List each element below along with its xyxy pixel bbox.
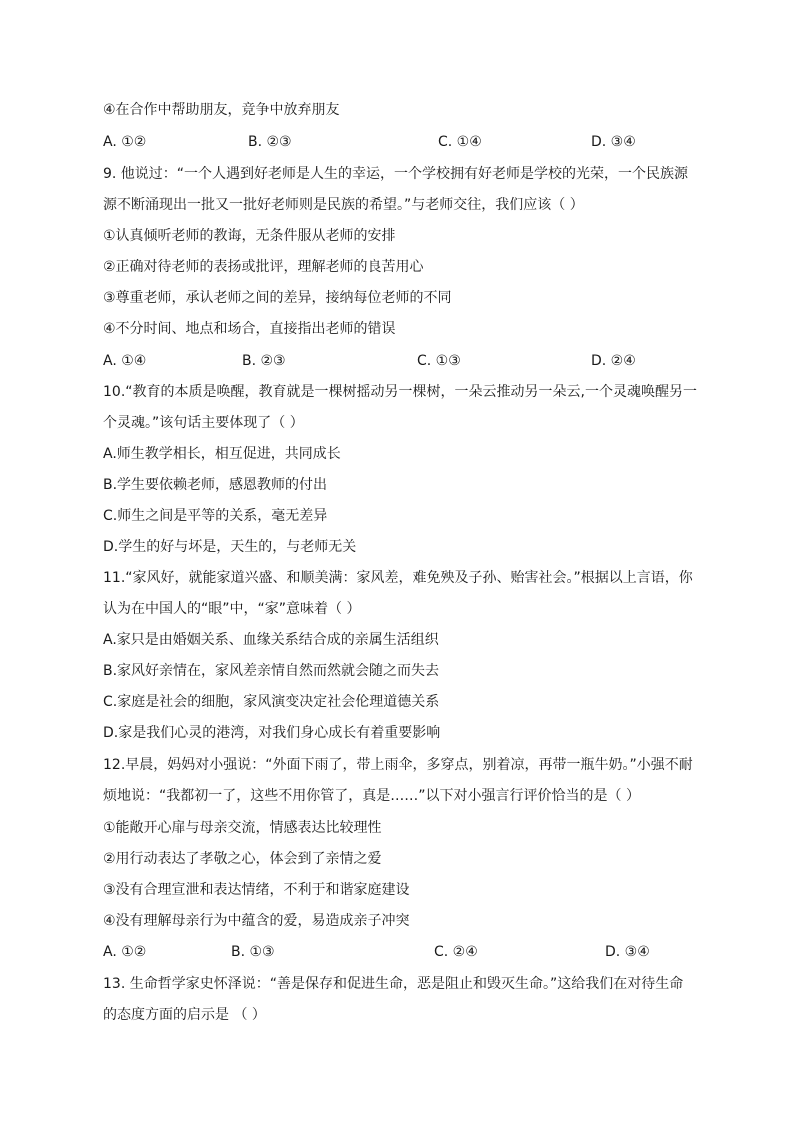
q11-option-a: A.家只是由婚姻关系、血缘关系结合成的亲属生活组织	[103, 632, 439, 648]
q11-option-c: C.家庭是社会的细胞，家风演变决定社会伦理道德关系	[103, 694, 440, 710]
q10-stem-line-2: 个灵魂。”该句话主要体现了（ ）	[103, 415, 304, 431]
q12-options	[103, 942, 663, 962]
q9-option-a: A. ①④	[103, 353, 147, 369]
q11-option-b: B.家风好亲情在，家风差亲情自然而然就会随之而失去	[103, 663, 440, 679]
q12-item-1: ①能敞开心扉与母亲交流，情感表达比较理性	[103, 820, 382, 836]
q9-item-3: ③尊重老师，承认老师之间的差异，接纳每位老师的不同	[103, 290, 452, 306]
q8-option-a: A. ①②	[103, 134, 147, 150]
q11-stem-line-2: 认为在中国人的“眼”中，“家”意味着（ ）	[103, 601, 361, 617]
q11-stem-line-1: 11.“家风好，就能家道兴盛、和顺美满：家风差，难免殃及子孙、贻害社会。”根据以上言语，你	[103, 570, 693, 586]
q9-option-c: C. ①③	[417, 353, 461, 369]
q13-stem-line-2: 的态度方面的启示是 （ ）	[103, 1007, 266, 1023]
q9-stem-line-1: 9. 他说过：“一个人遇到好老师是人生的幸运，一个学校拥有好老师是学校的光荣，一个民族源	[103, 166, 689, 182]
q12-option-c: C. ②④	[434, 944, 478, 960]
q10-option-a: A.师生教学相长，相互促进，共同成长	[103, 446, 341, 462]
q12-option-b: B. ①③	[231, 944, 275, 960]
q8-option-d: D. ③④	[591, 134, 636, 150]
q9-item-1: ①认真倾听老师的教诲，无条件服从老师的安排	[103, 228, 396, 244]
q10-option-c: C.师生之间是平等的关系，毫无差异	[103, 508, 328, 524]
q8-options	[103, 132, 663, 152]
q13-stem-line-1: 13. 生命哲学家史怀泽说：“善是保存和促进生命，恶是阻止和毁灭生命。”这给我们在对待生命	[103, 976, 684, 992]
q9-stem-line-2: 源不断涌现出一批又一批好老师则是民族的希望。”与老师交往，我们应该（ ）	[103, 197, 584, 213]
q12-option-d: D. ③④	[605, 944, 650, 960]
q12-stem-line-1: 12.早晨，妈妈对小强说：“外面下雨了，带上雨伞，多穿点，别着凉，再带一瓶牛奶。”小强不耐	[103, 757, 693, 773]
q9-item-2: ②正确对待老师的表扬或批评，理解老师的良苦用心	[103, 259, 424, 275]
q11-option-d: D.家是我们心灵的港湾，对我们身心成长有着重要影响	[103, 725, 441, 741]
q9-options	[103, 351, 663, 371]
q12-stem-line-2: 烦地说：“我都初一了，这些不用你管了，真是……”以下对小强言行评价恰当的是（ ）	[103, 788, 640, 804]
q9-option-d: D. ②④	[591, 353, 636, 369]
q12-item-2: ②用行动表达了孝敬之心，体会到了亲情之爱	[103, 851, 382, 867]
q8-item-4: ④在合作中帮助朋友，竞争中放弃朋友	[103, 102, 340, 118]
q10-option-d: D.学生的好与坏是，天生的，与老师无关	[103, 539, 357, 555]
q12-item-3: ③没有合理宣泄和表达情绪，不利于和谐家庭建设	[103, 882, 410, 898]
q10-option-b: B.学生要依赖老师，感恩教师的付出	[103, 477, 328, 493]
q12-item-4: ④没有理解母亲行为中蕴含的爱，易造成亲子冲突	[103, 913, 410, 929]
q8-option-c: C. ①④	[438, 134, 482, 150]
q12-option-a: A. ①②	[103, 944, 147, 960]
q9-option-b: B. ②③	[242, 353, 286, 369]
q8-option-b: B. ②③	[248, 134, 292, 150]
q10-stem-line-1: 10.“教育的本质是唤醒，教育就是一棵树摇动另一棵树，一朵云推动另一朵云,一个灵魂唤醒另一	[103, 384, 697, 400]
q9-item-4: ④不分时间、地点和场合，直接指出老师的错误	[103, 321, 396, 337]
